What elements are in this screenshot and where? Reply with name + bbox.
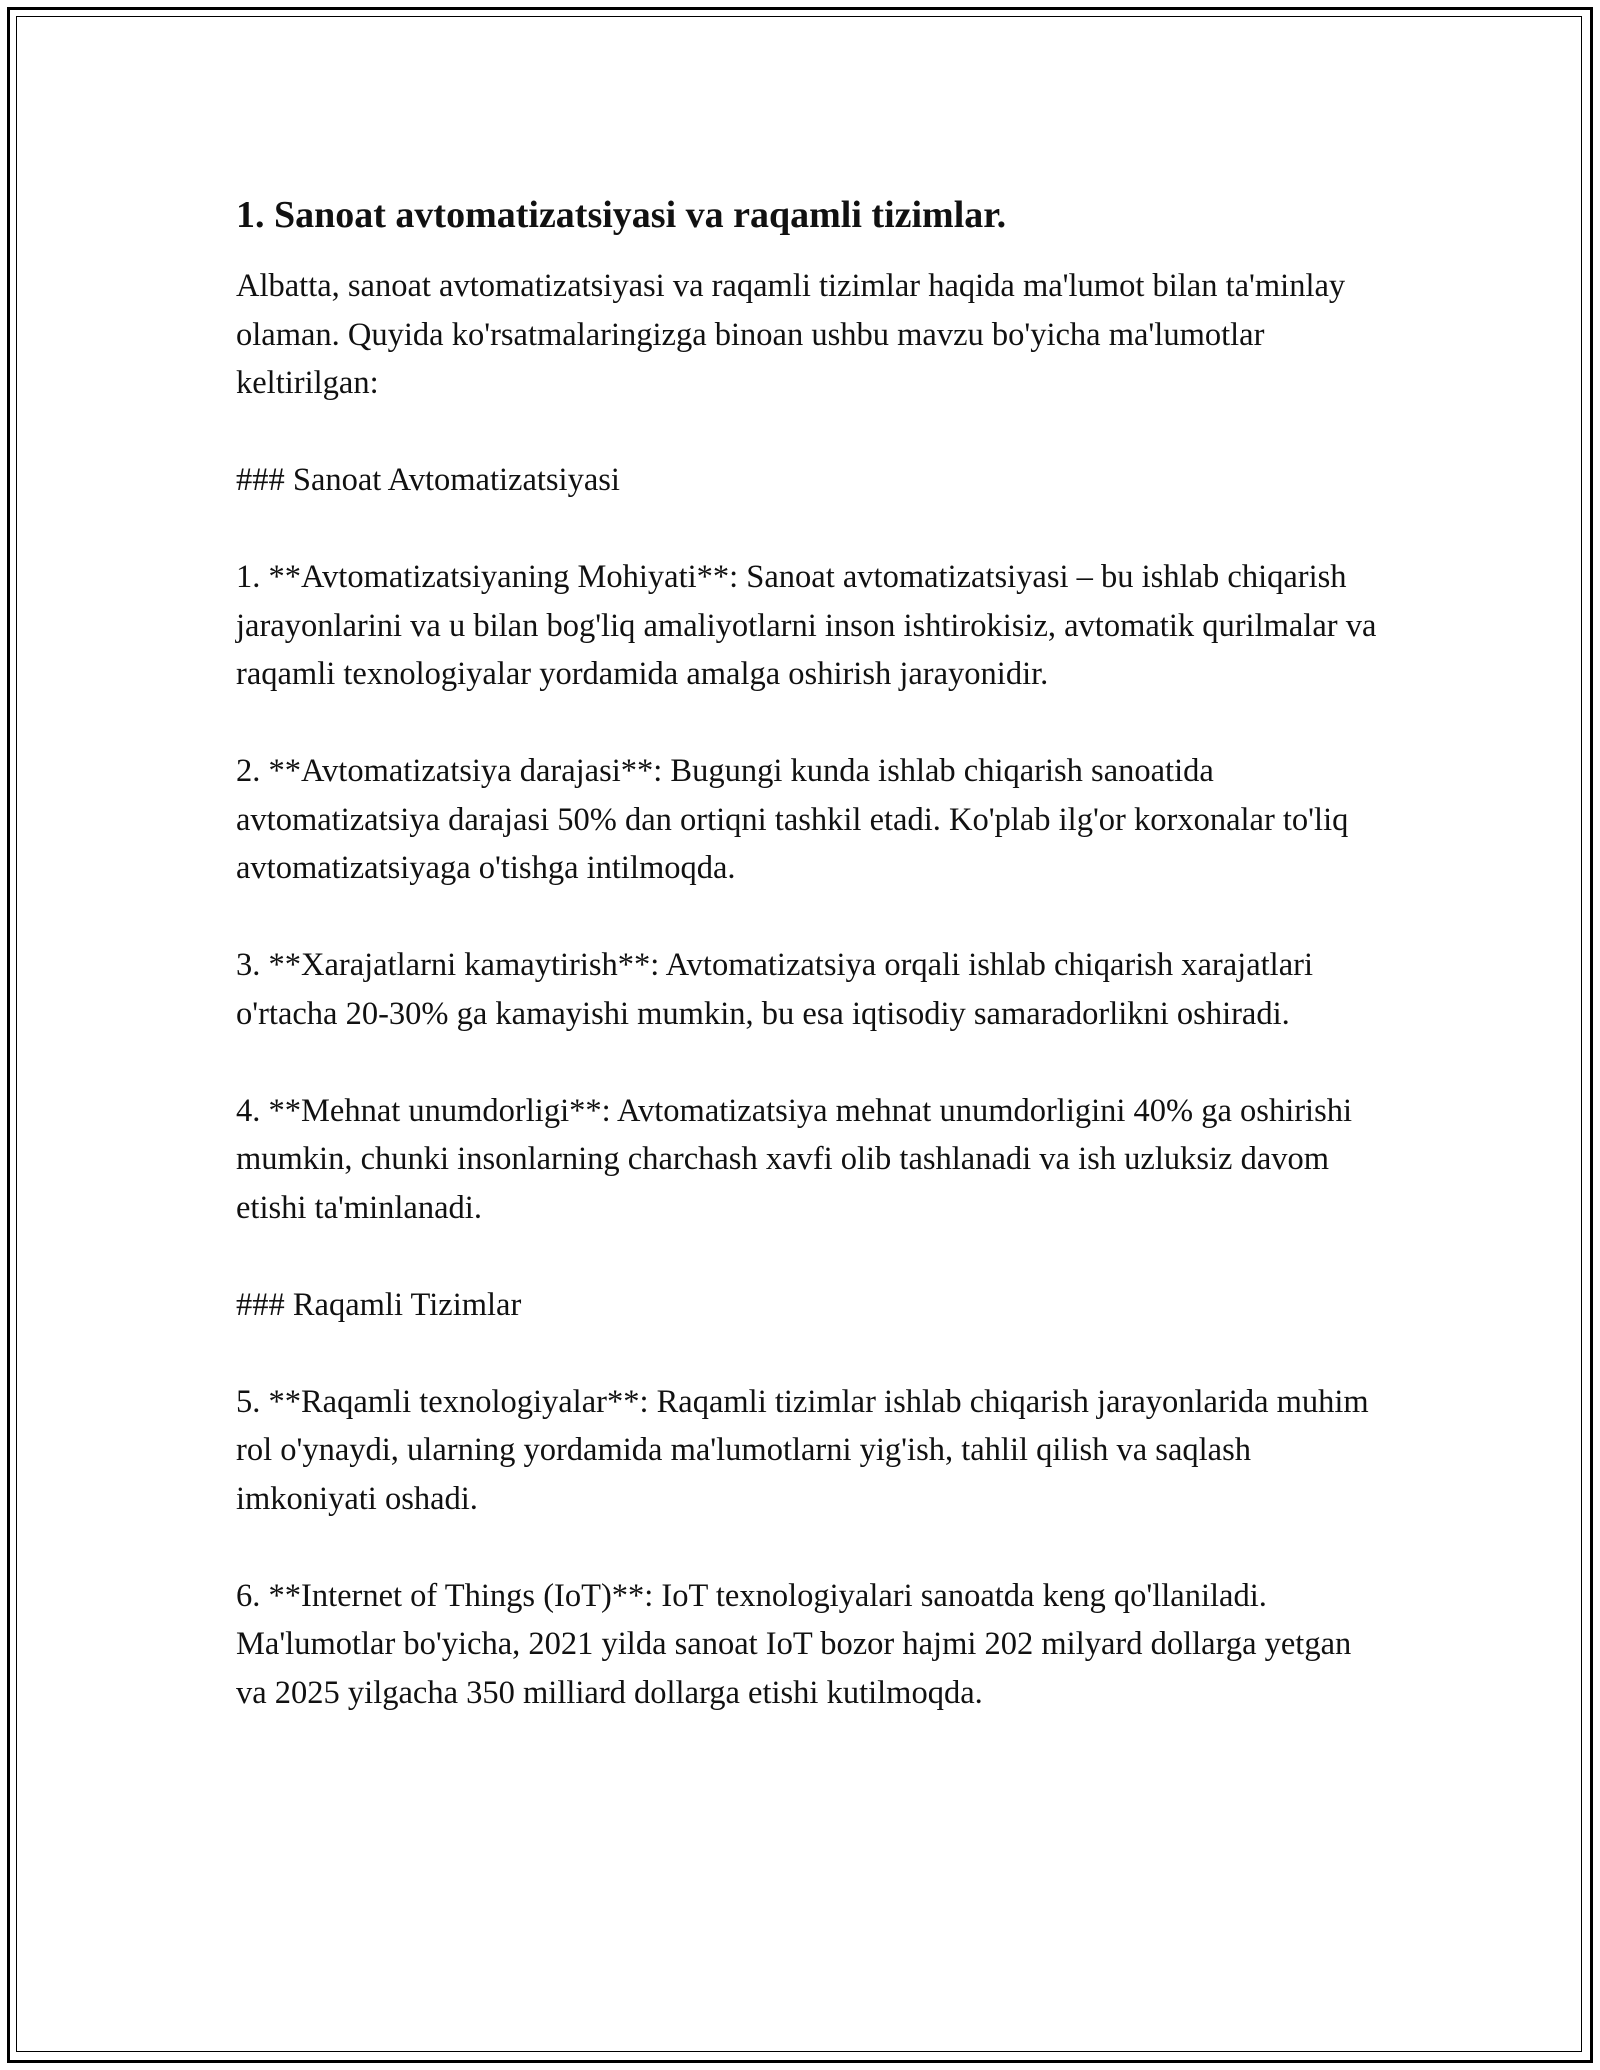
list-item-6: 6. **Internet of Things (IoT)**: IoT texnologiyalari sanoatda keng qo'llaniladi. Ma'lumotlar bo'yicha, 2021 yilda sanoat IoT bozor hajmi 202 milyard dollarga yetgan va 2025 yilgacha 350 milliard dollarga etishi kutilmoqda.	[236, 1577, 1352, 1711]
list-item-1: 1. **Avtomatizatsiyaning Mohiyati**: Sanoat avtomatizatsiyasi – bu ishlab chiqarish jarayonlarini va u bilan bog'liq amaliyotlarni inson ishtirokisiz, avtomatik qurilmalar va raqamli texnologiyalar yordamida amalga oshirish jarayonidir.	[236, 559, 1377, 692]
list-item-2: 2. **Avtomatizatsiya darajasi**: Bugungi kunda ishlab chiqarish sanoatida avtomatizatsiya darajasi 50% dan ortiqni tashkil etadi. Ko'plab ilg'or korxonalar to'liq avtomatizatsiyaga o'tishga intilmoqda.	[236, 753, 1349, 886]
section-heading-digital: ### Raqamli Tizimlar	[236, 1286, 522, 1323]
list-item-5: 5. **Raqamli texnologiyalar**: Raqamli tizimlar ishlab chiqarish jarayonlarida muhim rol o'ynaydi, ularning yordamida ma'lumotlarni yig'ish, tahlil qilish va saqlash imkoniyati oshadi.	[236, 1383, 1369, 1517]
section-heading-automation: ### Sanoat Avtomatizatsiyasi	[236, 462, 620, 498]
list-item-4: 4. **Mehnat unumdorligi**: Avtomatizatsiya mehnat unumdorligini 40% ga oshirishi mumkin, chunki insonlarning charchash xavfi olib tashlanadi va ish uzluksiz davom etishi ta'minlanadi.	[236, 1092, 1352, 1226]
list-item-3: 3. **Xarajatlarni kamaytirish**: Avtomatizatsiya orqali ishlab chiqarish xarajatlari o'rtacha 20-30% ga kamayishi mumkin, bu esa iqtisodiy samaradorlikni oshiradi.	[236, 947, 1313, 1032]
document-heading: 1. Sanoat avtomatizatsiyasi va raqamli tizimlar.	[236, 194, 1007, 236]
intro-paragraph: Albatta, sanoat avtomatizatsiyasi va raqamli tizimlar haqida ma'lumot bilan ta'minlay olaman. Quyida ko'rsatmalaringizga binoan ushbu mavzu bo'yicha ma'lumotlar keltirilgan:	[236, 268, 1346, 401]
document-body	[236, 190, 1386, 1766]
